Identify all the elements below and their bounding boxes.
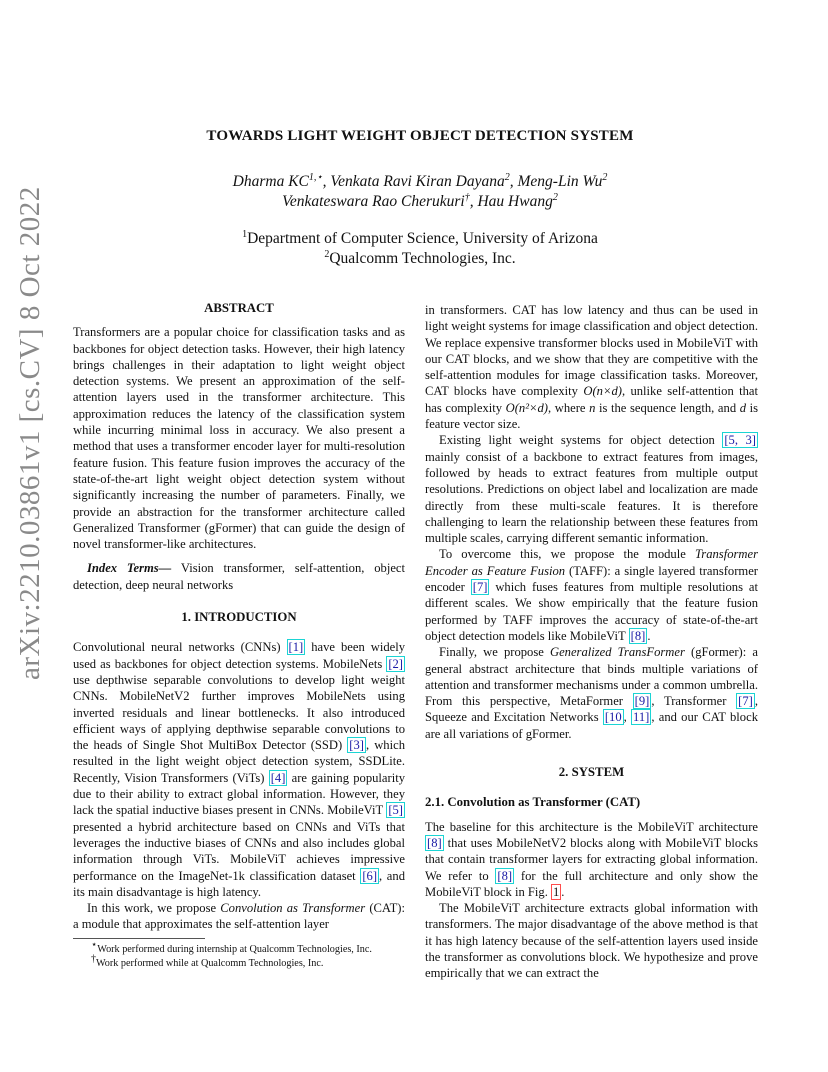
left-column bbox=[73, 300, 405, 933]
citation-link[interactable]: [7] bbox=[472, 580, 488, 595]
system-heading: 2. SYSTEM bbox=[558, 765, 625, 780]
affil-mark: 2 bbox=[324, 248, 330, 260]
text-run: for the full architecture and only show the MobileViT block in Fig. bbox=[425, 868, 758, 899]
footnote-1 bbox=[73, 939, 405, 957]
text-run: The baseline for this architecture is the MobileViT architecture bbox=[425, 819, 758, 834]
text-run: , which resulted in the light weight object detection system, SSDLite. Recently, Vision Transformers (ViTs) bbox=[73, 738, 405, 785]
figure-link[interactable]: 1 bbox=[553, 884, 560, 899]
author-affil-mark: † bbox=[464, 191, 470, 203]
abstract-heading: ABSTRACT bbox=[204, 301, 274, 315]
right-paragraph-3 bbox=[425, 644, 758, 742]
paper-title: TOWARDS LIGHT WEIGHT OBJECT DETECTION SYSTEM bbox=[206, 128, 634, 144]
intro-heading: 1. INTRODUCTION bbox=[181, 610, 297, 625]
text-run: Convolutional neural networks (CNNs) bbox=[73, 640, 287, 655]
affiliation-1: Department of Computer Science, University of Arizona bbox=[247, 230, 598, 247]
index-terms bbox=[73, 560, 405, 593]
text-run: To overcome this, we propose the module bbox=[439, 547, 695, 562]
text-run: , where bbox=[548, 400, 590, 415]
arxiv-identifier: arXiv:2210.03861v1 [cs.CV] 8 Oct 2022 bbox=[14, 186, 46, 680]
text-run: , bbox=[623, 710, 632, 725]
affil-mark: 1 bbox=[242, 228, 248, 240]
citation-link[interactable]: [5, 3] bbox=[724, 433, 756, 448]
text-run: . bbox=[647, 628, 651, 643]
right-paragraph-1 bbox=[425, 432, 758, 546]
author-name: Dharma KC bbox=[232, 173, 309, 190]
math: n bbox=[589, 400, 596, 415]
author-name: Hau Hwang bbox=[477, 193, 553, 210]
text-run: are gaining popularity due to their ability to extract global information. However, they lack the spatial inductive biases present in CNNs. MobileViT bbox=[73, 770, 405, 818]
text-run: is feature vector size. bbox=[425, 400, 758, 432]
footnotes bbox=[73, 938, 405, 970]
text-run: Existing light weight systems for object detection bbox=[439, 433, 723, 448]
intro-paragraph-1 bbox=[73, 639, 405, 900]
text-run: which fuses features from multiple resolutions at different scales. We show empirically that the feature fusion performed by TAFF improves the accuracy of state-of-the-art object detection models like MobileViT bbox=[425, 580, 758, 643]
math: O(n²×d) bbox=[505, 400, 548, 415]
citation-link[interactable]: [5] bbox=[388, 803, 403, 818]
citation-link[interactable]: [1] bbox=[288, 640, 304, 655]
footnote-mark: ⋆ bbox=[91, 939, 98, 951]
citation-link[interactable]: [8] bbox=[427, 835, 442, 850]
text-run: , Squeeze and Excitation Networks bbox=[425, 694, 758, 725]
text-run: use depthwise separable convolutions to develop light weight CNNs. MobileNetV2 further improves MobileNets using inverted residuals and linear bottlenecks. It also introduced efficient ways of applying depthwise separable convolutions to the heads of Single Shot MultiBox Detector (SSD) bbox=[73, 672, 405, 753]
affiliation-2: Qualcomm Technologies, Inc. bbox=[329, 250, 516, 267]
text-run: in transformers. CAT has low latency and thus can be used in light weight systems for image classification and object detection. We replace expensive transformer blocks used in MobileViT with our CAT blocks, and we show that they are competitive with the self-attention modules for image classification tasks. Moreover, CAT blocks have complexity bbox=[425, 303, 758, 399]
text-run: that uses MobileNetV2 blocks along with MobileViT blocks that contain transformer layers for extracting global information. We refer to bbox=[425, 835, 758, 883]
citation-link[interactable]: [6] bbox=[362, 868, 378, 883]
emphasis: Transformer Encoder as Feature Fusion bbox=[425, 547, 758, 578]
text-run: mainly consist of a backbone to extract features from images, followed by heads to extract features from multiple output resolutions. Predictions on object label and localization are made directly from these multi-scale features. It is therefore challenging to learn the relationship between these features from multiple scales, carrying different semantic information. bbox=[425, 449, 758, 546]
math: O(n×d) bbox=[583, 384, 622, 399]
emphasis: Generalized TransFormer bbox=[549, 645, 685, 660]
author-name: Venkata Ravi Kiran Dayana bbox=[330, 173, 505, 190]
intro-paragraph-2 bbox=[73, 900, 405, 933]
citation-link[interactable]: [10 bbox=[604, 710, 622, 725]
author-affil-mark: 2 bbox=[602, 171, 608, 183]
cat-subheading: 2.1. Convolution as Transformer (CAT) bbox=[425, 795, 641, 810]
author-affil-mark: 2 bbox=[504, 171, 510, 183]
citation-link[interactable]: [8] bbox=[497, 868, 513, 883]
citation-link[interactable]: [4] bbox=[270, 770, 286, 785]
author-affil-mark: 1,⋆ bbox=[308, 171, 323, 183]
author-list: Dharma $KC^{1,⋆}$, Venkata Ravi Kiran Dayana$^2$, Meng-Lin Wu$^2$ Venkateswara Rao Cherukuri†, Hau Hwang$^2$ bbox=[232, 171, 608, 210]
citation-link[interactable]: [7] bbox=[738, 694, 753, 709]
citation-link[interactable]: [8] bbox=[630, 628, 646, 643]
text-run: (CAT): a module that approximates the self-attention layer bbox=[73, 901, 405, 932]
text-run: Finally, we propose bbox=[439, 645, 550, 660]
math: d bbox=[739, 400, 746, 415]
right-paragraph-0 bbox=[425, 302, 758, 432]
text-run: In this work, we propose bbox=[87, 901, 221, 916]
footnote-2 bbox=[73, 953, 405, 971]
text-run: is the sequence length, and bbox=[595, 400, 740, 415]
footnote-mark: † bbox=[91, 953, 96, 965]
text-run: . bbox=[561, 884, 565, 899]
author-affil-mark: 2 bbox=[552, 191, 558, 203]
right-column bbox=[425, 302, 758, 982]
citation-link[interactable]: 11] bbox=[633, 710, 650, 725]
author-name: Meng-Lin Wu bbox=[517, 173, 603, 190]
footnote-text: Work performed while at Qualcomm Technologies, Inc. bbox=[96, 957, 324, 969]
citation-link[interactable]: [9] bbox=[634, 694, 650, 709]
footnote-text: Work performed during internship at Qualcomm Technologies, Inc. bbox=[97, 944, 372, 955]
text-run: presented a hybrid architecture based on CNNs and ViTs that leverages the inductive biases of CNNs and also includes global information through ViTs. MobileViT achieves impressive performance on the ImageNet-1k classification dataset bbox=[73, 819, 405, 883]
text-run: (gFormer): a general abstract architecture that binds multiple variations of attention and transformer mechanisms under a common umbrella. From this perspective, MetaFormer bbox=[425, 645, 758, 709]
right-paragraph-2 bbox=[425, 546, 758, 644]
right-paragraph-5: The MobileViT architecture extracts global information with transformers. The major disadvantage of the above method is that it has high latency because of the self-attention layers used inside the transformer as convolutions block. We hypothesize and prove empirically that we can extract the bbox=[425, 901, 758, 981]
emphasis: Convolution as Transformer bbox=[220, 901, 366, 916]
text-run: , and our CAT block are all variations of gFormer. bbox=[425, 710, 758, 741]
citation-link[interactable]: [2] bbox=[388, 656, 403, 671]
index-terms-label: Index Terms— bbox=[87, 561, 172, 576]
text-run: (TAFF): a single layered transformer encoder bbox=[425, 563, 758, 595]
right-paragraph-4 bbox=[425, 819, 758, 900]
text-run: , Transformer bbox=[651, 694, 737, 709]
abstract-text: Transformers are a popular choice for classification tasks and as backbones for object detection tasks. However, their high latency brings challenges in their adaptation to light weight object detection systems. We present an approximation of the self-attention layers used in the transformer architecture. This approximation reduces the latency of the classification system while incurring minimal loss in accuracy. We also present a method that uses a transformer encoder layer for multi-resolution feature fusion. This feature fusion improves the accuracy of the state-of-the-art light weight object detection system without significantly increasing the number of parameters. Finally, we provide an abstraction for the transformer architecture called Generalized Transformer (gFormer) that can guide the design of novel transformer-like architectures. bbox=[73, 325, 405, 552]
citation-link[interactable]: [3] bbox=[349, 738, 364, 753]
text-run: , unlike self-attention that has complexity bbox=[425, 384, 758, 415]
author-name: Venkateswara Rao Cherukuri bbox=[282, 193, 465, 210]
text-run: have been widely used as backbones for object detection systems. MobileNets bbox=[73, 640, 405, 671]
index-terms-text: Vision transformer, self-attention, object detection, deep neural networks bbox=[73, 561, 406, 592]
text-run: , and its main disadvantage is high latency. bbox=[73, 868, 405, 899]
affiliations bbox=[120, 229, 720, 269]
